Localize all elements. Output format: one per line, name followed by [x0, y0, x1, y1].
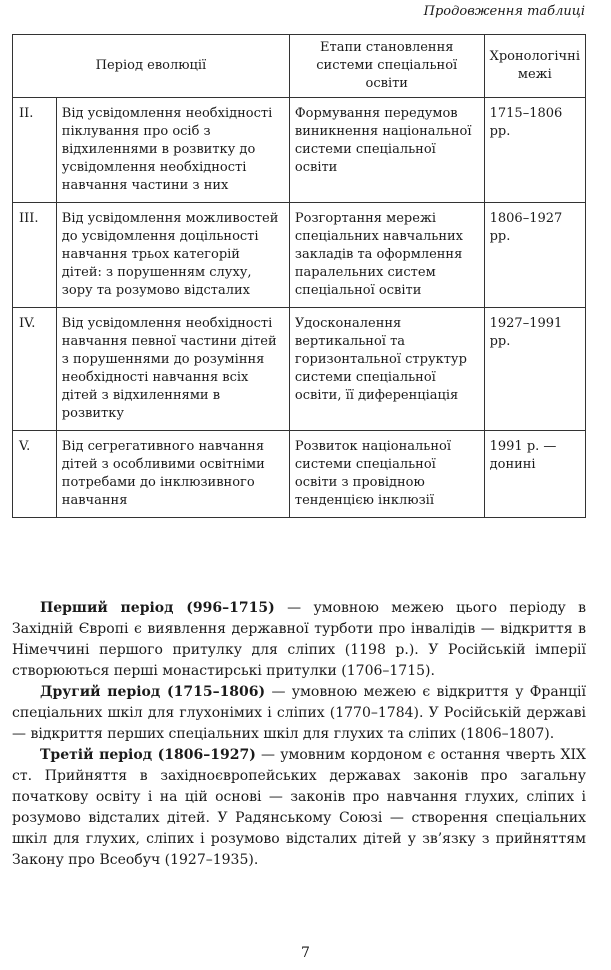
row-stage: Формування передумов виникнення національної системи спеціальної освіти	[289, 98, 484, 203]
table-row	[13, 431, 586, 518]
paragraph-lead: Третій період (1806–1927)	[40, 747, 256, 763]
page-number: 7	[301, 945, 310, 961]
row-period: Від сегрегативного навчання дітей з особливими освітніми потребами до інклюзивного навчання	[56, 431, 289, 518]
row-period: Від усвідомлення можливостей до усвідомлення доцільності навчання трьох категорій дітей: з порушенням слуху, зору та розумово відсталих	[56, 203, 289, 308]
paragraph-lead: Перший період (996–1715)	[40, 600, 275, 616]
table-header-row	[13, 35, 586, 98]
table-row	[13, 308, 586, 431]
evolution-table	[12, 34, 586, 518]
row-period: Від усвідомлення необхідності навчання певної частини дітей з порушеннями до розуміння необхідності навчання всіх дітей з відхиленнями в розвитку	[56, 308, 289, 431]
paragraph-body: — умовним кордоном є остання чверть XIX ст. Прийняття в західноєвропейських державах законів про загальну початкову освіту і на цій основі — законів про навчання глухих, сліпих і розумово відсталих дітей. У Радянському Союзі — створення спеціальних шкіл для глухих, сліпих і розумово відсталих дітей у зв’язку з прийняттям Закону про Всеобуч (1927–1935).	[12, 747, 586, 868]
paragraph-body: — умовною межею цього періоду в Західній Європі є виявлення державної турботи про інвалідів — відкриття в Німеччині першого притулку для сліпих (1198 р.). У Російській імперії створюються перші монастирські притулки (1706–1715).	[12, 600, 586, 679]
row-dates: 1806–1927 рр.	[484, 203, 585, 308]
table-row	[13, 98, 586, 203]
row-period: Від усвідомлення необхідності піклування про осіб з відхиленнями в розвитку до усвідомлення необхідності навчання частини з них	[56, 98, 289, 203]
header-stages: Етапи становлення системи спеціальної освіти	[289, 35, 484, 98]
continuation-label: Продовження таблиці	[423, 4, 585, 19]
paragraph-second-period	[12, 682, 586, 745]
row-dates: 1715–1806 рр.	[484, 98, 585, 203]
paragraph-third-period	[12, 745, 586, 871]
row-dates: 1927–1991 рр.	[484, 308, 585, 431]
row-stage: Розгортання мережі спеціальних навчальних закладів та оформлення паралельних систем спеціальної освіти	[289, 203, 484, 308]
row-number: IV.	[13, 308, 57, 431]
header-period: Період еволюції	[13, 35, 290, 98]
body-text	[12, 598, 586, 871]
table-row	[13, 203, 586, 308]
paragraph-lead: Другий період (1715–1806)	[40, 684, 266, 700]
paragraph-first-period	[12, 598, 586, 682]
row-stage: Розвиток національної системи спеціальної освіти з провідною тенденцією інклюзії	[289, 431, 484, 518]
row-stage: Удосконалення вертикальної та горизонтальної структур системи спеціальної освіти, її диференціація	[289, 308, 484, 431]
row-number: V.	[13, 431, 57, 518]
row-dates: 1991 р. — донині	[484, 431, 585, 518]
row-number: III.	[13, 203, 57, 308]
row-number: II.	[13, 98, 57, 203]
paragraph-body: — умовною межею є відкриття у Франції спеціальних шкіл для глухонімих і сліпих (1770–1784). У Російській державі — відкриття перших спеціальних шкіл для глухих та сліпих (1806–1807).	[12, 684, 586, 742]
header-dates: Хронологічні межі	[484, 35, 585, 98]
